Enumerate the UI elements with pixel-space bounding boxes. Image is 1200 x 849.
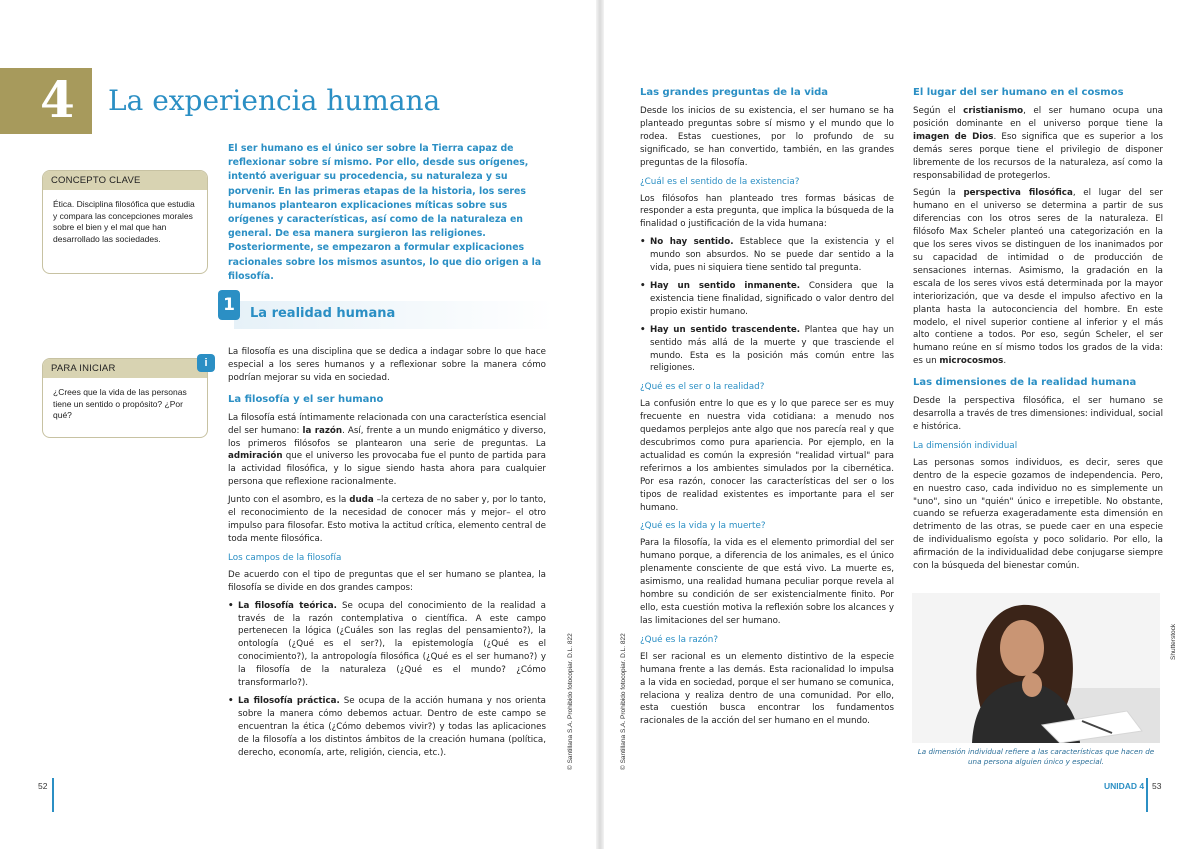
list-item: • La filosofía práctica. Se ocupa de la acción humana y nos orienta sobre la manera cómo debemos actuar. Dentro de este campo se encuentran la ética (¿Cómo debemos vivir?) y todas las aplicaciones de la filosofía a los distintos ámbitos de la creación humana (política, derecho, economía, arte, religión, ciencia, etc.). — [228, 695, 546, 760]
subheading: La filosofía y el ser humano — [228, 393, 384, 405]
unit-label: UNIDAD 4 — [1104, 781, 1145, 791]
paragraph: Para la filosofía, la vida es el elemento primordial del ser humano porque, a diferencia de los animales, es el único plenamente consciente de que está vivo. La muerte es, asimismo, una realidad humana peculiar porque revela al hombre su condición de ser existencialmente finito. Por ello, esta cuestión motiva la reflexión sobre los alcances y las limitaciones del ser humano. — [640, 538, 894, 626]
right-column — [913, 86, 1163, 578]
copyright-note-left: © Santillana S.A. Prohibido fotocopiar. D.L. 822 — [567, 633, 574, 770]
minor-heading: ¿Cuál es el sentido de la existencia? — [640, 176, 800, 187]
info-icon: i — [197, 354, 215, 372]
intro-paragraph: El ser humano es el único ser sobre la Tierra capaz de reflexionar sobre sí mismo. Por ello, desde sus orígenes, intentó averiguar su procedencia, su naturaleza y su porvenir. En las primeras etapas de la historia, los seres humanos plantearon explicaciones míticas sobre sus orígenes y características, así como de la naturaleza en general. De esa manera surgieron las religiones. Posteriormente, se empezaron a formular explicaciones racionales sobre los mismos asuntos, lo que dio origen a la filosofía. — [228, 143, 542, 282]
start-box-text: ¿Crees que la vida de las personas tiene un sentido o propósito? ¿Por qué? — [53, 387, 187, 420]
section-title: La realidad humana — [250, 306, 396, 321]
chapter-title: La experiencia humana — [108, 84, 441, 117]
paragraph: La filosofía está íntimamente relacionada con una característica esencial del ser humano: la razón. Así, frente a un mundo enigmático y diverso, los primeros filósofos se plantearon una serie de preguntas. La admiración que el universo les provocaba fue el punto de partida para la actividad filosófica, y lo sigue siendo hasta ahora para cualquier persona que reflexione racionalmente. — [228, 412, 547, 488]
minor-heading: ¿Qué es la razón? — [640, 634, 719, 645]
concept-box-text: Ética. Disciplina filosófica que estudia y compara las concepciones morales sobre el bien y el mal que han desarrollado las sociedades. — [53, 199, 195, 244]
start-box — [42, 358, 208, 438]
paragraph: Según la perspectiva filosófica, el lugar del ser humano en el universo se determina a partir de sus diferencias con los otros seres de la naturaleza. El filósofo Max Scheler planteó una categorización en la que los seres vivos se distinguen de los inanimados por su capacidad de intimidad o de producción de sensaciones internas. Asimismo, la gradación en la escala de los seres vivos está determinada por la mayor interiorización, que va desde el impulso afectivo en la planta hasta la autoconciencia del hombre. En este modelo, el nivel superior contiene al inferior y el más alto contiene a todos. Por eso, según Scheler, el ser humano reúne en sí mismo todos los grados de la vida: es un microcosmos. — [913, 188, 1163, 367]
paragraph: Desde los inicios de su existencia, el ser humano se ha planteado preguntas sobre sí mismo y el mundo que lo rodea. Estas cuestiones, por lo profundo de su significado, se han convertido, también, en las grandes preguntas de la filosofía. — [640, 106, 894, 168]
paragraph: Según el cristianismo, el ser humano ocupa una posición dominante en el universo porque tiene la imagen de Dios. Eso significa que es superior a los demás seres porque tiene el privilegio de disponer libremente de los recursos de la naturaleza, así como la responsabilidad de protegerlos. — [913, 106, 1163, 181]
chapter-number: 4 — [40, 70, 75, 129]
subheading: El lugar del ser humano en el cosmos — [913, 87, 1124, 98]
right-page-number: 53 — [1152, 781, 1162, 791]
subheading: Las grandes preguntas de la vida — [640, 87, 829, 98]
paragraph: El ser racional es un elemento distintivo de la especie humana frente a las demás. Esta racionalidad lo impulsa a la vida en sociedad, porque el ser humano se comunica, relaciona y realiza dentro de una comunidad. Por ello, esta cuestión busca encontrar los fundamentos racionales de la acción del ser humano en el mundo. — [640, 651, 894, 727]
section-number: 1 — [218, 290, 240, 320]
paragraph: Junto con el asombro, es la duda –la certeza de no saber y, por lo tanto, el reconocimiento de la necesidad de conocer más y mejor– el otro impulso para filosofar. Esto motiva la actitud crítica, elemento central de toda mente filosófica. — [228, 495, 546, 544]
woman-thinking-photo — [912, 593, 1160, 743]
paragraph: Los filósofos han planteado tres formas básicas de responder a esta pregunta, que implica la búsqueda de la finalidad o justificación de la vida humana: — [640, 193, 894, 230]
paragraph: La filosofía es una disciplina que se dedica a indagar sobre lo que hace especial a los seres humanos y a reflexionar sobre la manera cómo podrían mejorar su vida en sociedad. — [228, 347, 546, 383]
photo-credit: Shutterstock — [1170, 623, 1177, 660]
list-item: • Hay un sentido inmanente. Considera que la existencia tiene finalidad, significado o valor dentro del propio existir humano. — [640, 280, 894, 319]
left-page-number: 52 — [38, 781, 48, 791]
minor-heading: La dimensión individual — [913, 440, 1018, 451]
bullet-list — [228, 600, 546, 760]
left-page-marker — [52, 778, 54, 812]
right-page-marker — [1146, 778, 1148, 812]
list-item: • Hay un sentido trascendente. Plantea que hay un sentido más allá de la muerte y que trasciende el mundo. Esta es la posición más común entre las religiones. — [640, 324, 894, 376]
concept-box — [42, 170, 208, 274]
minor-heading: Los campos de la filosofía — [228, 552, 342, 563]
paragraph: La confusión entre lo que es y lo que parece ser es muy frecuente en nuestra vida cotidiana: a menudo nos quedamos perplejos ante algo que nos parecía real y que descubrimos como pura apariencia. Por ejemplo, en la actualidad es común la expresión "realidad virtual" para referirnos a los ambientes simulados por la cibernética. Por esa razón, conocer las características del ser o los tipos de realidad existentes es importante para el ser humano. — [640, 399, 894, 513]
concept-box-heading: CONCEPTO CLAVE — [43, 171, 207, 190]
list-item: • La filosofía teórica. Se ocupa del conocimiento de la realidad a través de la razón contemplativa o científica. A este campo pertenecen la lógica (¿Cuáles son las reglas del pensamiento?), la ontología (¿Qué es el ser?), la epistemología (¿Qué es el conocimiento?), la antropología filosófica (¿Qué es el ser humano?) y la filosofía de la naturaleza (¿Qué es el mundo? ¿Cómo transformarlo?). — [228, 600, 546, 690]
paragraph: Desde la perspectiva filosófica, el ser humano se desarrolla a través de tres dimensiones: individual, social e histórica. — [913, 396, 1163, 432]
photo-caption: La dimensión individual refiere a las características que hacen de una persona alguien único y especial. — [917, 747, 1155, 766]
book-gutter — [596, 0, 604, 849]
bullet-list — [640, 236, 894, 375]
start-box-heading: PARA INICIAR — [43, 359, 207, 378]
left-column — [228, 346, 546, 764]
minor-heading: ¿Qué es la vida y la muerte? — [640, 521, 766, 532]
minor-heading: ¿Qué es el ser o la realidad? — [640, 382, 765, 393]
paragraph: De acuerdo con el tipo de preguntas que el ser humano se plantea, la filosofía se divide en dos grandes campos: — [228, 569, 546, 593]
paragraph: Las personas somos individuos, es decir, seres que dentro de la especie gozamos de independencia. Pero, en nuestro caso, cada individuo no es simplemente un "uno", sino un "quién" único e irrepetible. No obstante, cuando se refuerza exageradamente esta dimensión en detrimento de las otras, se puede caer en una especie de individualismo egoísta y poco solidario. Por ello, la afirmación de la individualidad debe conjugarse siempre con la búsqueda del bienestar común. — [913, 457, 1163, 572]
middle-column — [640, 86, 894, 733]
subheading: Las dimensiones de la realidad humana — [913, 377, 1137, 389]
photo-illustration — [912, 593, 1160, 743]
copyright-note-right: © Santillana S.A. Prohibido fotocopiar. D.L. 822 — [620, 633, 627, 770]
list-item: • No hay sentido. Establece que la existencia y el mundo son absurdos. No se puede dar sentido a la vida, pues ni siquiera tiene sentido tal pregunta. — [640, 236, 894, 275]
